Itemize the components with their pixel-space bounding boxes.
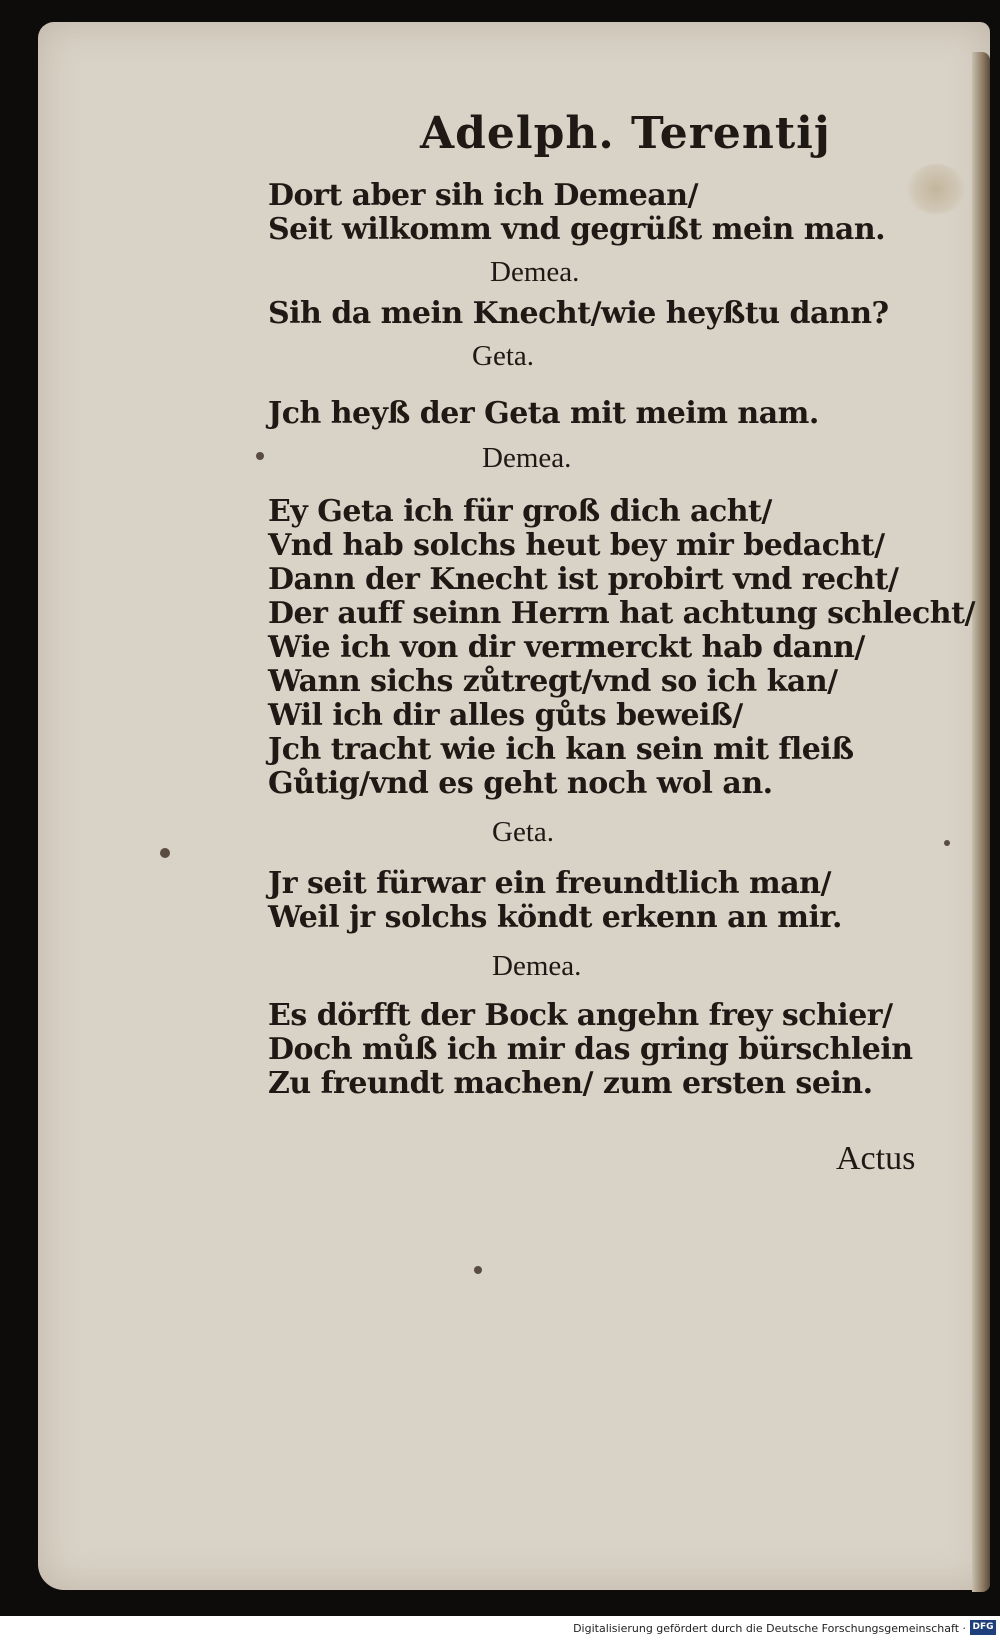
speaker-name: Demea. [490, 256, 580, 288]
ink-speck [256, 452, 264, 460]
speaker-name: Demea. [482, 442, 572, 474]
verse-line: Der auff seinn Herrn hat achtung schlecht/ [268, 596, 975, 631]
verse-line: Sih da mein Knecht/wie heyßtu dann? [268, 296, 889, 331]
verse-line: Dann der Knecht ist probirt vnd recht/ [268, 562, 899, 597]
page-spine-edge [972, 52, 990, 1592]
verse-line: Doch můß ich mir das gring bürschlein [268, 1032, 913, 1067]
verse-line: Wil ich dir alles gůts beweiß/ [268, 698, 743, 733]
verse-line: Gůtig/vnd es geht noch wol an. [268, 766, 773, 801]
speaker-name: Geta. [492, 816, 554, 848]
verse-line: Vnd hab solchs heut bey mir bedacht/ [268, 528, 885, 563]
verse-line: Jch tracht wie ich kan sein mit fleiß [268, 732, 854, 767]
verse-line: Jch heyß der Geta mit meim nam. [268, 396, 819, 431]
catchword: Actus [836, 1140, 916, 1177]
ink-speck [160, 848, 170, 858]
verse-line: Dort aber sih ich Demean/ [268, 178, 698, 213]
dfg-logo-icon: DFG [970, 1620, 996, 1635]
verse-line: Wie ich von dir vermerckt hab dann/ [268, 630, 865, 665]
speaker-name: Geta. [472, 340, 534, 372]
verse-line: Jr seit fürwar ein freundtlich man/ [268, 866, 831, 901]
paper-stain [906, 164, 966, 214]
ink-speck [474, 1266, 482, 1274]
verse-line: Ey Geta ich für groß dich acht/ [268, 494, 772, 529]
speaker-name: Demea. [492, 950, 582, 982]
verse-line: Seit wilkomm vnd gegrüßt mein man. [268, 212, 886, 247]
digitization-credit: Digitalisierung gefördert durch die Deutsche Forschungsgemeinschaft · [573, 1622, 966, 1635]
verse-line: Wann sichs zůtregt/vnd so ich kan/ [268, 664, 838, 699]
verse-line: Weil jr solchs köndt erkenn an mir. [268, 900, 842, 935]
running-head: Adelph. Terentij [420, 108, 831, 159]
ink-speck [944, 840, 950, 846]
verse-line: Es dörfft der Bock angehn frey schier/ [268, 998, 893, 1033]
verse-line: Zu freundt machen/ zum ersten sein. [268, 1066, 873, 1101]
